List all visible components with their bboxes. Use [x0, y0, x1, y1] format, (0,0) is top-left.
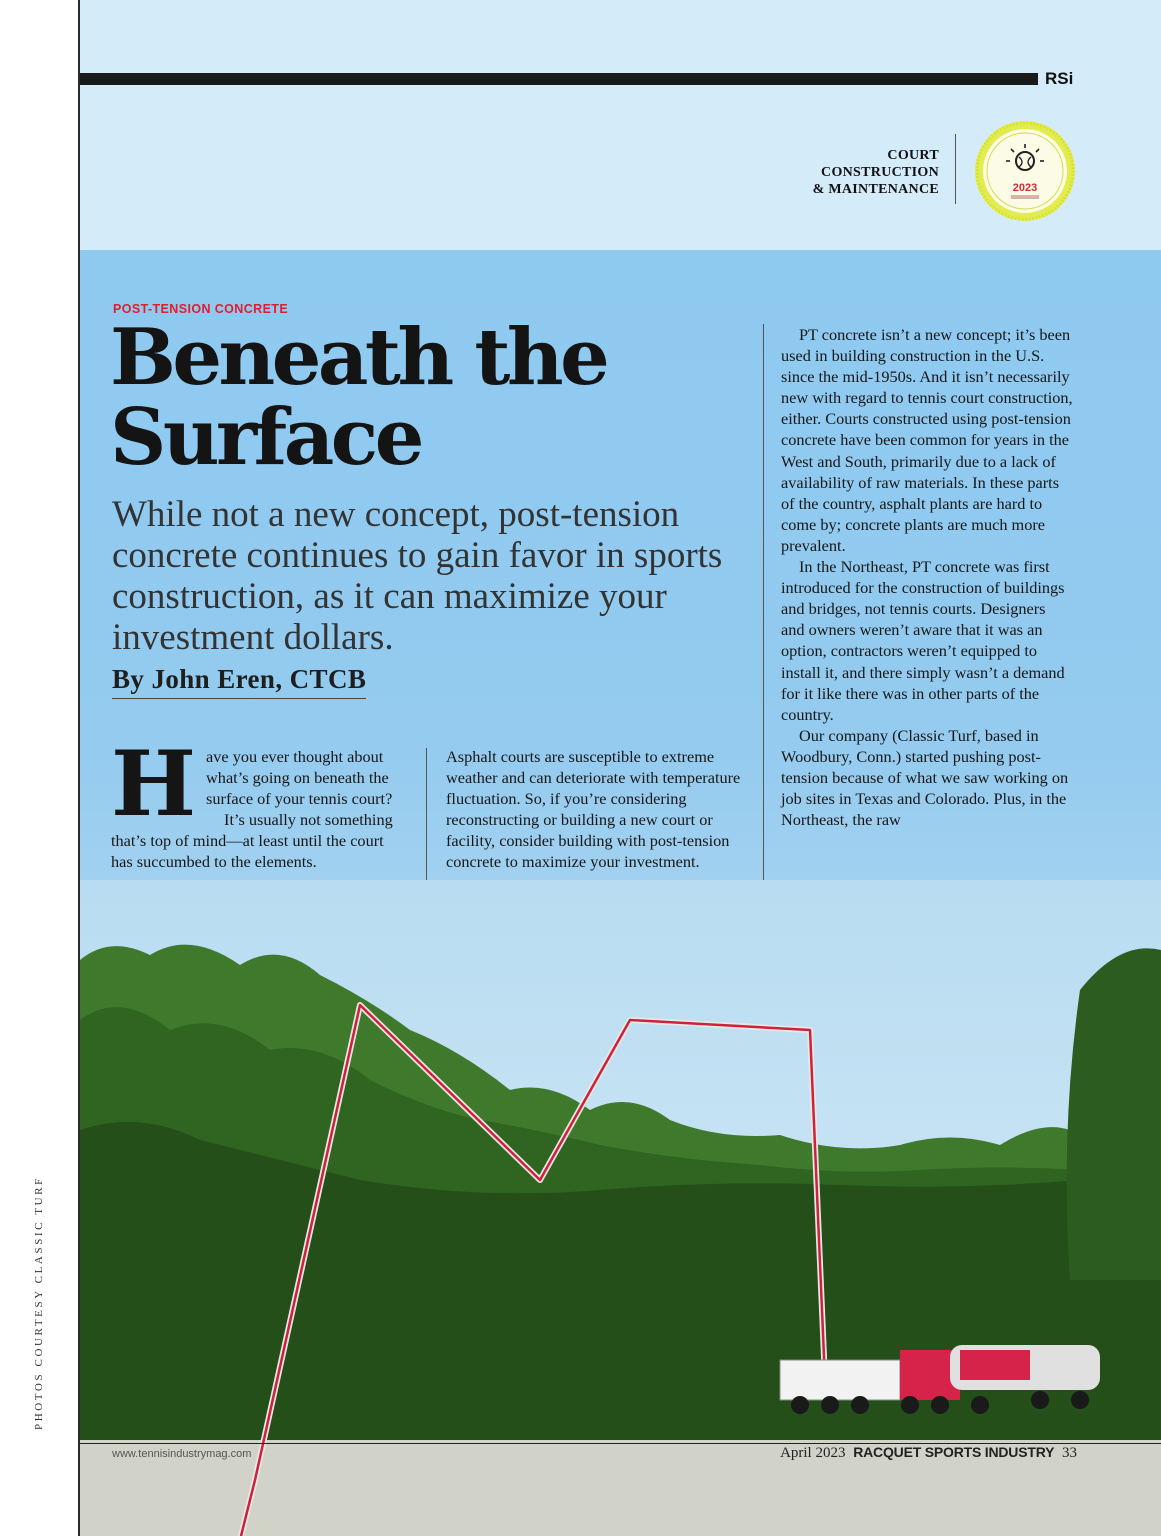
article-column-3 — [781, 324, 1073, 830]
article-deck: While not a new concept, post-tension concrete continues to gain favor in sports construction, as it can maximize your investment dollars. — [112, 494, 723, 658]
paragraph: Asphalt courts are susceptible to extreme weather and can deteriorate with temperature fluctuation. So, if you’re considering reconstructing or building a new court or facility, consider building with post-tension concrete to maximize your investment. — [446, 747, 741, 872]
column-divider — [426, 748, 427, 888]
article-column-1 — [111, 731, 403, 873]
footer-folio — [780, 1444, 1077, 1462]
paragraph: In the Northeast, PT concrete was first introduced for the construction of buildings and bridges, not tennis courts. Designers and owners weren’t aware that it was an option, contractors weren’t equipped to install it, and there simply wasn’t a demand for it like there was in other parts of the country. — [781, 557, 1065, 724]
issue-seal-icon — [973, 119, 1077, 223]
header-bar — [80, 73, 1038, 85]
footer-date: April 2023 — [780, 1445, 846, 1461]
headline-line: Surface — [110, 392, 421, 483]
section-tag-line: COURT — [887, 148, 939, 163]
paragraph: It’s usually not something that’s top of mind—at least until the court has succumbed to the elements. — [111, 810, 393, 872]
paragraph: ave you ever thought about what’s going on beneath the surface of your tennis court? — [206, 747, 393, 809]
column-divider — [763, 324, 764, 889]
brand-mark: RSi — [1045, 69, 1074, 88]
section-tag-line: & MAINTENANCE — [812, 182, 939, 197]
seal-year: 2023 — [1012, 182, 1038, 194]
footer-magazine: RACQUET SPORTS INDUSTRY — [853, 1444, 1055, 1460]
construction-photo — [80, 880, 1161, 1536]
section-tag — [813, 147, 939, 198]
article-column-2 — [446, 746, 743, 873]
article-kicker: POST-TENSION CONCRETE — [113, 302, 289, 316]
paragraph: Our company (Classic Turf, based in Woodbury, Conn.) started pushing post-tension because of what we saw working on job sites in Texas and Colorado. Plus, in the Northeast, the raw — [781, 725, 1069, 830]
section-tag-divider — [955, 134, 956, 204]
drop-cap: H — [111, 731, 197, 837]
article-headline — [110, 312, 607, 483]
article-byline: By John Eren, CTCB — [112, 664, 366, 699]
paragraph: PT concrete isn’t a new concept; it’s been used in building construction in the U.S. since the mid-1950s. And it isn’t necessarily new with regard to tennis court construction, either. Courts constructed using post-tension concrete have been common for years in the West and South, primarily due to a lack of availability of raw materials. In these parts of the country, asphalt plants are hard to come by; concrete plants are much more prevalent. — [781, 325, 1073, 555]
headline-line: Beneath the — [110, 312, 607, 403]
photo-credit: PHOTOS COURTESY CLASSIC TURF — [33, 1176, 45, 1430]
footer-url: www.tennisindustrymag.com — [112, 1448, 252, 1460]
page-number: 33 — [1062, 1445, 1077, 1461]
section-tag-line: CONSTRUCTION — [821, 165, 939, 180]
